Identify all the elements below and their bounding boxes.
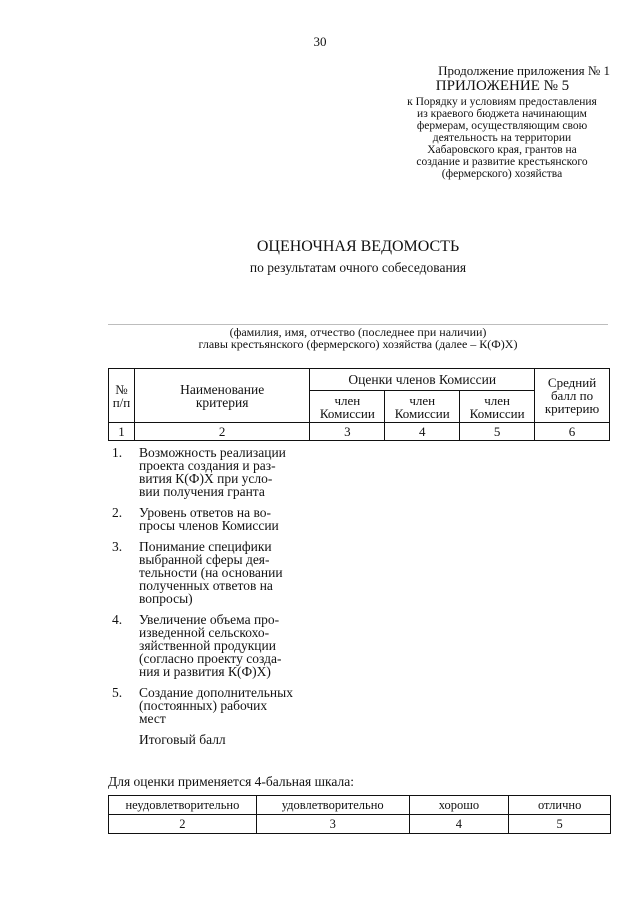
criterion-item xyxy=(108,613,308,678)
criterion-line: Увеличение объема про- xyxy=(139,612,280,627)
appendix-description-line: фермерам, осуществляющим свою xyxy=(416,120,588,132)
appendix-description-line: деятельность на территории xyxy=(432,132,572,144)
scale-value-cell: 2 xyxy=(109,815,257,834)
member-line: член xyxy=(334,392,361,408)
criterion-line: ния и развития К(Ф)Х) xyxy=(139,664,271,679)
criterion-text xyxy=(139,446,308,498)
criterion-line: полученных ответов на xyxy=(139,578,273,593)
criteria-list xyxy=(108,446,308,746)
header-average-line: критерию xyxy=(544,401,600,416)
criterion-number: 1. xyxy=(112,445,123,460)
name-caption-line: главы крестьянского (фермерского) хозяйства (далее – К(Ф)Х) xyxy=(198,337,518,351)
scale-intro: Для оценки применяется 4-бальная шкала: xyxy=(108,774,354,789)
criterion-line: проекта создания и раз- xyxy=(139,458,276,473)
criterion-line: изведенной сельскохо- xyxy=(139,625,270,640)
header-num-line: п/п xyxy=(112,394,131,410)
total-score-label: Итоговый балл xyxy=(139,732,226,747)
scale-label-cell: хорошо xyxy=(409,796,509,815)
continuation-note: Продолжение приложения № 1 xyxy=(438,63,610,78)
header-commission-scores: Оценки членов Комиссии xyxy=(310,369,535,391)
header-average-line: балл по xyxy=(550,388,594,403)
appendix-description-line: из краевого бюджета начинающим xyxy=(417,108,587,120)
criterion-line: тельности (на основании xyxy=(139,565,283,580)
appendix-description-line: создание и развитие крестьянского xyxy=(416,156,588,168)
index-cell: 1 xyxy=(109,423,135,441)
index-cell: 6 xyxy=(535,423,610,441)
member-line: член xyxy=(484,392,511,408)
scale-label-cell: неудовлетворительно xyxy=(109,796,257,815)
criterion-number: 5. xyxy=(112,685,123,700)
index-cell: 5 xyxy=(460,423,535,441)
criterion-text xyxy=(139,613,308,678)
appendix-title: ПРИЛОЖЕНИЕ № 5 xyxy=(435,78,570,94)
member-line: Комиссии xyxy=(394,405,450,421)
criterion-line: (согласно проекту созда- xyxy=(139,651,282,666)
criterion-number: 4. xyxy=(112,612,123,627)
header-member-1 xyxy=(310,391,385,423)
grading-scale-table xyxy=(108,795,611,834)
criterion-line: Возможность реализации xyxy=(139,445,286,460)
criterion-text xyxy=(139,686,308,725)
appendix-description-line: (фермерского) хозяйства xyxy=(441,168,563,180)
criterion-item xyxy=(108,540,308,605)
name-caption-line: (фамилия, имя, отчество (последнее при наличии) xyxy=(229,325,487,339)
criterion-item xyxy=(108,506,308,532)
scale-value-cell: 4 xyxy=(409,815,509,834)
criterion-line: вопросы) xyxy=(139,591,193,606)
evaluation-table xyxy=(108,368,610,441)
name-caption xyxy=(108,326,608,350)
header-criterion-line: критерия xyxy=(195,394,249,410)
header-criterion-line: Наименование xyxy=(180,381,265,397)
header-criterion-name xyxy=(134,369,309,423)
criterion-text xyxy=(139,506,308,532)
criterion-item xyxy=(108,446,308,498)
header-average-score xyxy=(535,369,610,423)
member-line: Комиссии xyxy=(469,405,525,421)
criterion-line: зяйственной продукции xyxy=(139,638,276,653)
criterion-number: 3. xyxy=(112,539,123,554)
scale-value-cell: 3 xyxy=(256,815,409,834)
scale-label-cell: удовлетворительно xyxy=(256,796,409,815)
scale-label-cell: отлично xyxy=(509,796,611,815)
criterion-line: выбранной сферы дея- xyxy=(139,552,270,567)
criterion-text xyxy=(139,540,308,605)
criterion-line: Понимание специфики xyxy=(139,539,272,554)
index-cell: 3 xyxy=(310,423,385,441)
criterion-line: Уровень ответов на во- xyxy=(139,505,272,520)
header-num xyxy=(109,369,135,423)
appendix-description-line: к Порядку и условиям предоставления xyxy=(407,96,597,108)
criterion-line: Создание дополнительных xyxy=(139,685,293,700)
header-average-line: Средний xyxy=(547,375,597,390)
criterion-number: 2. xyxy=(112,505,123,520)
criterion-line: (постоянных) рабочих xyxy=(139,698,268,713)
index-cell: 4 xyxy=(385,423,460,441)
criterion-line: мест xyxy=(139,711,166,726)
criterion-line: вития К(Ф)Х при усло- xyxy=(139,471,273,486)
page-number: 30 xyxy=(313,34,327,49)
index-cell: 2 xyxy=(134,423,309,441)
criterion-line: вии получения гранта xyxy=(139,484,265,499)
criterion-line: просы членов Комиссии xyxy=(139,518,279,533)
header-num-line: № xyxy=(115,381,128,397)
member-line: член xyxy=(409,392,436,408)
member-line: Комиссии xyxy=(319,405,375,421)
appendix-description-line: Хабаровского края, грантов на xyxy=(427,144,577,156)
scale-value-cell: 5 xyxy=(509,815,611,834)
criterion-item xyxy=(108,686,308,725)
document-subtitle: по результатам очного собеседования xyxy=(249,260,467,275)
header-member-3 xyxy=(460,391,535,423)
document-title: ОЦЕНОЧНАЯ ВЕДОМОСТЬ xyxy=(256,238,460,255)
appendix-description xyxy=(388,96,616,180)
header-member-2 xyxy=(385,391,460,423)
